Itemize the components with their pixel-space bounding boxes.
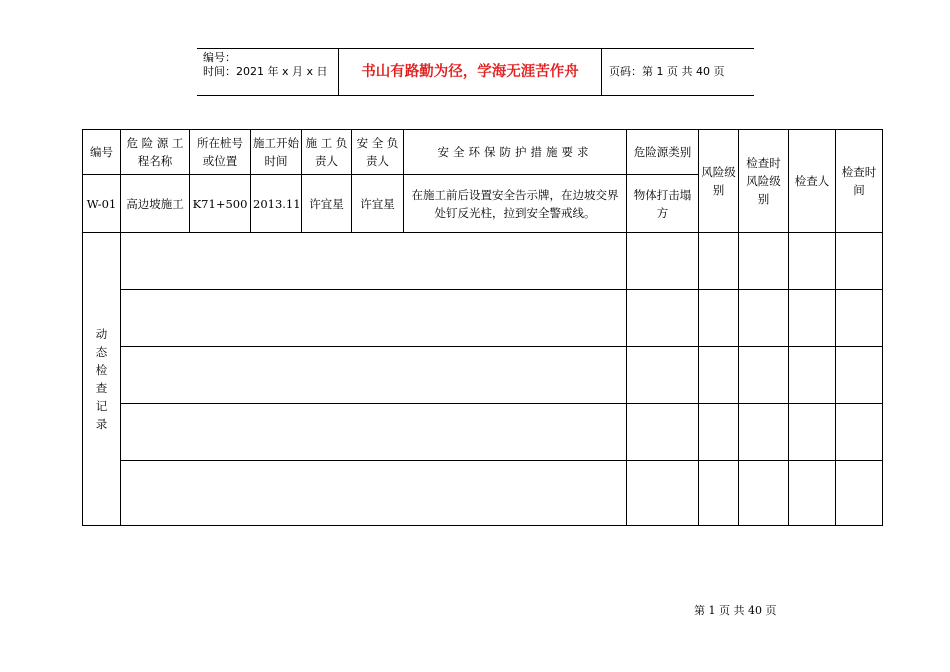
dynamic-check-char: 记 xyxy=(95,399,108,413)
dynamic-cell xyxy=(836,290,883,347)
time-label: 时间：2021 年 x 月 x 日 xyxy=(203,65,328,78)
dynamic-cell xyxy=(121,461,627,526)
dynamic-cell xyxy=(121,233,627,290)
dynamic-cell xyxy=(121,347,627,404)
header-start-time: 施工开始时间 xyxy=(251,130,302,175)
dynamic-row xyxy=(83,290,883,347)
dynamic-cell xyxy=(627,347,699,404)
document-header xyxy=(197,48,754,96)
dynamic-cell xyxy=(699,461,739,526)
dynamic-cell xyxy=(789,233,836,290)
cell-location: K71+500 xyxy=(190,175,251,233)
dynamic-cell xyxy=(739,461,789,526)
header-location: 所在桩号或位置 xyxy=(190,130,251,175)
dynamic-cell xyxy=(699,233,739,290)
cell-construction-lead: 许宜星 xyxy=(302,175,352,233)
dynamic-cell xyxy=(699,347,739,404)
dynamic-cell xyxy=(627,461,699,526)
dynamic-cell xyxy=(789,347,836,404)
dynamic-cell xyxy=(836,347,883,404)
header-risk-level: 风险级别 xyxy=(699,130,739,233)
dynamic-cell xyxy=(121,290,627,347)
dynamic-cell xyxy=(739,233,789,290)
table-header-row xyxy=(83,130,883,175)
header-serial: 编号 xyxy=(83,130,121,175)
header-hazard-name: 危 险 源 工程名称 xyxy=(121,130,190,175)
header-safety-lead: 安 全 负责人 xyxy=(352,130,404,175)
dynamic-check-char: 动 xyxy=(95,327,108,341)
dynamic-cell xyxy=(627,404,699,461)
dynamic-row xyxy=(83,461,883,526)
header-info xyxy=(203,51,339,79)
hazard-table xyxy=(82,129,883,526)
dynamic-cell xyxy=(836,233,883,290)
dynamic-cell xyxy=(121,404,627,461)
dynamic-row xyxy=(83,233,883,290)
dynamic-check-label xyxy=(83,233,121,526)
dynamic-cell xyxy=(789,290,836,347)
dynamic-cell xyxy=(627,233,699,290)
dynamic-cell xyxy=(739,347,789,404)
dynamic-cell xyxy=(739,290,789,347)
footer-page-number: 第 1 页 共 40 页 xyxy=(694,604,777,617)
cell-start-time: 2013.11 xyxy=(251,175,302,233)
header-page-number: 页码：第 1 页 共 40 页 xyxy=(609,65,725,78)
dynamic-check-text xyxy=(85,325,118,433)
header-inspector: 检查人 xyxy=(789,130,836,233)
dynamic-row xyxy=(83,404,883,461)
dynamic-cell xyxy=(836,404,883,461)
dynamic-row xyxy=(83,347,883,404)
header-construction-lead: 施 工 负责人 xyxy=(302,130,352,175)
serial-label: 编号： xyxy=(203,51,236,64)
dynamic-cell xyxy=(699,404,739,461)
dynamic-cell xyxy=(699,290,739,347)
header-motto: 书山有路勤为径，学海无涯苦作舟 xyxy=(361,64,579,80)
header-check-risk-level: 检查时风险级别 xyxy=(739,130,789,233)
header-hazard-type: 危险源类别 xyxy=(627,130,699,175)
cell-hazard-type: 物体打击塌方 xyxy=(627,175,699,233)
cell-serial: W-01 xyxy=(83,175,121,233)
dynamic-cell xyxy=(789,461,836,526)
dynamic-cell xyxy=(739,404,789,461)
dynamic-check-char: 录 xyxy=(95,417,108,431)
cell-measures: 在施工前后设置安全告示牌，在边坡交界处钉反光柱，拉到安全警戒线。 xyxy=(404,175,627,233)
dynamic-check-char: 查 xyxy=(95,381,108,395)
header-check-time: 检查时间 xyxy=(836,130,883,233)
header-measures: 安全环保防护措施要求 xyxy=(404,130,627,175)
header-divider xyxy=(601,49,602,95)
cell-hazard-name: 高边坡施工 xyxy=(121,175,190,233)
dynamic-cell xyxy=(789,404,836,461)
dynamic-check-char: 态 xyxy=(95,345,108,359)
dynamic-check-char: 检 xyxy=(95,363,108,377)
cell-safety-lead: 许宜星 xyxy=(352,175,404,233)
dynamic-cell xyxy=(836,461,883,526)
dynamic-cell xyxy=(627,290,699,347)
